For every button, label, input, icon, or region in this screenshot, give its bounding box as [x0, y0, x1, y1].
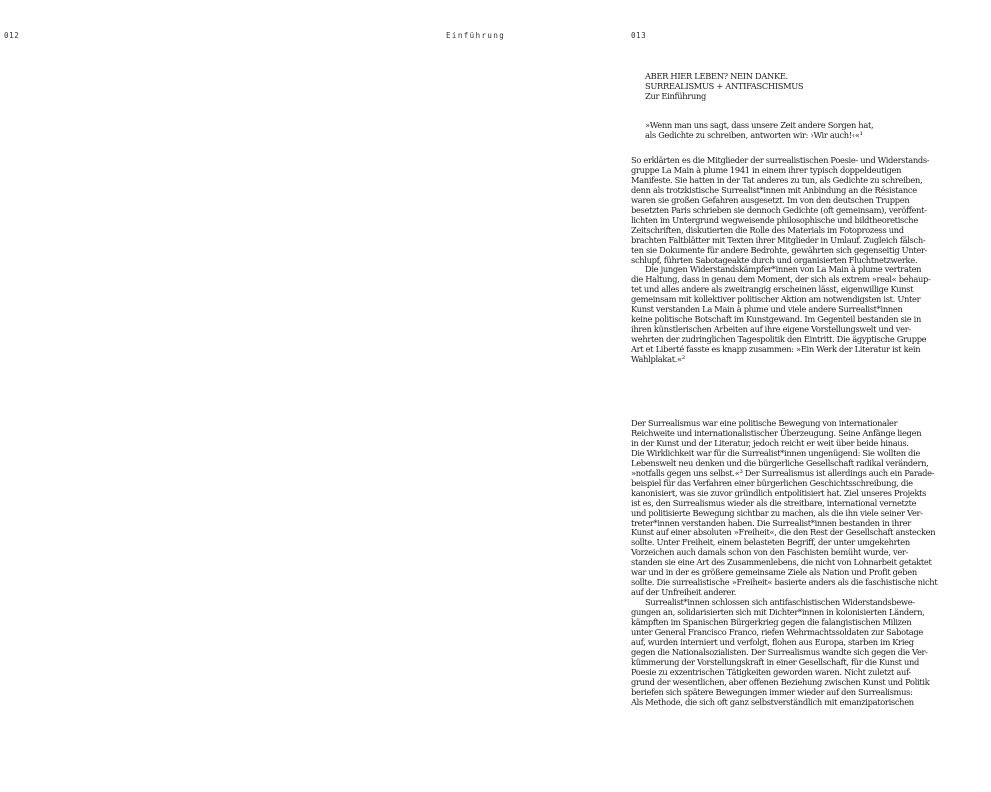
- chapter-title: [645, 72, 803, 102]
- text-line: kämpften im Spanischen Bürgerkrieg gegen die falangistischen Milizen: [631, 617, 912, 628]
- text-line: auf, wurden interniert und verfolgt, flohen aus Europa, starben im Krieg: [631, 636, 914, 647]
- text-line: Kunst auf einer absoluten »Freiheit«, die den Rest der Gesellschaft anstecken: [631, 527, 936, 538]
- text-line: kanonisiert, was sie zuvor gründlich entpolitisiert hat. Ziel unseres Projekts: [631, 487, 927, 498]
- text-line: Die Wirklichkeit war für die Surrealist*innen ungenügend: Sie wollten die: [631, 447, 920, 458]
- text-line: »notfalls gegen uns selbst.«³ Der Surrealismus ist allerdings auch ein Parade-: [631, 467, 935, 478]
- text-line: ist es, den Surrealismus wieder als die streitbare, international vernetzte: [631, 497, 917, 508]
- text-line: Lebenswelt neu denken und die bürgerliche Gesellschaft radikal verändern,: [631, 457, 929, 468]
- text-line: brachten Faltblätter mit Texten ihrer Mitglieder in Umlauf. Zugleich fälsch-: [631, 234, 926, 245]
- text-line: Als Methode, die sich oft ganz selbstverständlich mit emanzipatorischen: [631, 696, 914, 707]
- epigraph-line: »Wenn man uns sagt, dass unsere Zeit andere Sorgen hat,: [645, 120, 874, 130]
- text-line: lichten im Untergrund wegweisende philosophische und bildtheoretische: [631, 214, 918, 225]
- text-line: wehrten der zudringlichen Tagespolitik den Eintritt. Die ägyptische Gruppe: [631, 334, 927, 345]
- text-line: keine politische Botschaft im Kunstgewand. Im Gegenteil bestanden sie in: [631, 314, 921, 325]
- text-line: waren sie großen Gefahren ausgesetzt. Im von den deutschen Truppen: [631, 194, 910, 205]
- text-line: besetzten Paris schrieben sie dennoch Gedichte (oft gemeinsam), veröffent-: [631, 204, 927, 215]
- text-line: denn als trotzkistische Surrealist*innen mit Anbindung an die Résistance: [631, 184, 917, 195]
- text-line: Manifeste. Sie hatten in der Tat anderes zu tun, als Gedichte zu schreiben,: [631, 174, 923, 185]
- running-head: Einführung: [446, 31, 506, 40]
- text-line: unter General Francisco Franco, riefen Wehrmachtssoldaten zur Sabotage: [631, 627, 924, 638]
- text-line: schlupf, führten Sabotageakte durch und organisierten Fluchtnetzwerke.: [631, 254, 918, 265]
- title-line: ABER HIER LEBEN? NEIN DANKE.: [645, 71, 788, 81]
- text-line: und politisierte Bewegung sichtbar zu machen, als die ihn viele seiner Ver-: [631, 507, 923, 518]
- text-line: Der Surrealismus war eine politische Bewegung von internationaler: [631, 418, 898, 428]
- subtitle: Zur Einführung: [645, 90, 707, 101]
- text-line: auf der Unfreiheit anderer.: [631, 587, 737, 598]
- text-line: beispiel für das Verfahren einer bürgerlichen Geschichtsschreibung, die: [631, 477, 913, 488]
- text-line: Kunst verstanden La Main à plume und viele andere Surrealist*innen: [631, 304, 903, 315]
- text-line: Poesie zu exzentrischen Tätigkeiten geworden waren. Nicht zuletzt auf-: [631, 666, 911, 677]
- body-text-section-1: [631, 156, 986, 365]
- text-line: Zeitschriften, diskutierten die Rolle des Materials im Fotoprozess und: [631, 224, 904, 235]
- text-line: Vorzeichen auch damals schon von den Faschisten bemüht wurde, ver-: [631, 547, 909, 558]
- body-text-section-2: [631, 419, 986, 708]
- text-line: kümmerung der Vorstellungskraft in einer Gesellschaft, für die Kunst und: [631, 656, 920, 667]
- text-line: gruppe La Main à plume 1941 in einem ihrer typisch doppeldeutigen: [631, 164, 902, 175]
- text-line: Art et Liberté fasste es knapp zusammen: »Ein Werk der Literatur ist kein: [631, 344, 921, 355]
- text-line: sollte. Die surrealistische »Freiheit« basierte anders als die faschistische nicht: [631, 577, 938, 588]
- text-line: tet und alles andere als zweitrangig erscheinen lässt, eigenwillige Kunst: [631, 284, 914, 295]
- text-line: war und in der es größere gemeinsame Ziele als Nation und Profit geben: [631, 567, 917, 578]
- text-line: sollte. Unter Freiheit, einem belasteten Begriff, der unter umgekehrten: [631, 537, 910, 548]
- text-line: treter*innen verstanden haben. Die Surrealist*innen bestanden in ihrer: [631, 517, 911, 528]
- text-line: standen sie eine Art des Zusammenlebens, die nicht von Lohnarbeit getaktet: [631, 557, 932, 568]
- text-line: gegen die Nationalsozialisten. Der Surrealismus wandte sich gegen die Ver-: [631, 646, 928, 657]
- text-line: Surrealist*innen schlossen sich antifaschistischen Widerstandsbewe-: [645, 597, 915, 608]
- title-line: SURREALISMUS + ANTIFASCHISMUS: [645, 80, 804, 91]
- text-line: ten sie Dokumente für andere Bedrohte, gewährten sich gegenseitig Unter-: [631, 244, 928, 255]
- text-line: ihren künstlerischen Arbeiten auf ihre eigene Vorstellungswelt und ver-: [631, 324, 911, 335]
- text-line: Wahlplakat.«²: [631, 354, 685, 365]
- epigraph-line: als Gedichte zu schreiben, antworten wir: ›Wir auch!‹«¹: [645, 129, 863, 140]
- text-line: Reichweite und internationalistischer Überzeugung. Seine Anfänge liegen: [631, 427, 922, 438]
- text-line: beriefen sich spätere Bewegungen immer wieder auf den Surrealismus:: [631, 686, 913, 697]
- text-line: So erklärten es die Mitglieder der surrealistischen Poesie- und Widerstands-: [631, 155, 930, 165]
- text-line: die Haltung, dass in genau dem Moment, der sich als extrem »real« behaup-: [631, 274, 931, 285]
- text-line: gemeinsam mit kollektiver politischer Aktion am notwendigsten ist. Unter: [631, 294, 921, 305]
- text-line: grund der wesentlichen, aber offenen Beziehung zwischen Kunst und Politik: [631, 676, 930, 687]
- epigraph: [645, 121, 873, 141]
- page-number-right: 013: [631, 31, 647, 40]
- page-number-left: 012: [4, 31, 20, 40]
- text-line: in der Kunst und der Literatur, jedoch reicht er weit über beide hinaus.: [631, 437, 909, 448]
- text-line: Die jungen Widerstandskämpfer*innen von La Main à plume vertraten: [645, 264, 922, 275]
- text-line: gungen an, solidarisierten sich mit Dichter*innen in kolonisierten Ländern,: [631, 607, 925, 618]
